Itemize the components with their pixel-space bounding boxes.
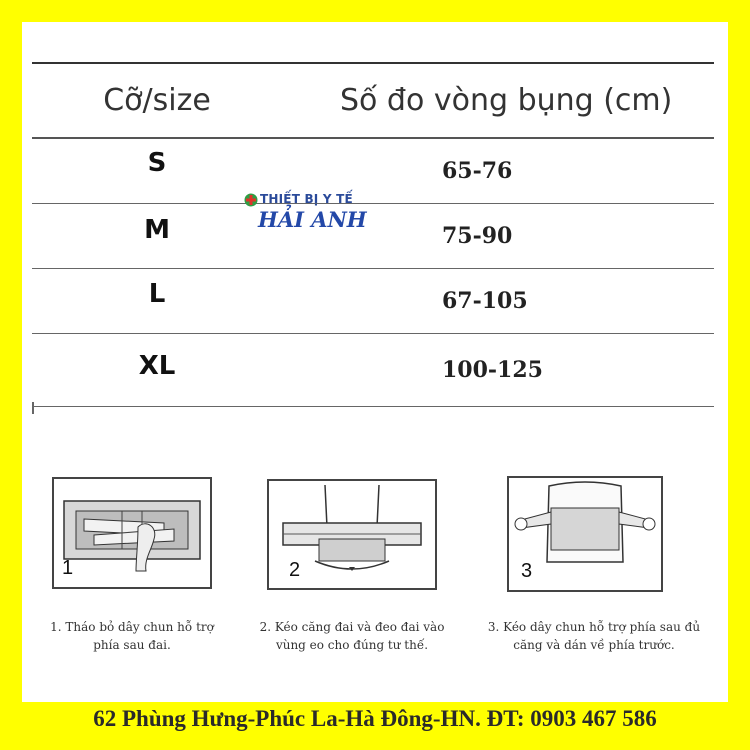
logo (244, 190, 424, 240)
step-2 (259, 479, 487, 652)
header-size: Cỡ/size (103, 83, 211, 118)
step-3 (487, 476, 727, 652)
step-1-frame (52, 477, 212, 589)
content-panel (22, 22, 728, 702)
measure-cell: 67-105 (442, 288, 528, 314)
step-2-frame (267, 479, 437, 590)
medical-cross-icon (244, 193, 258, 207)
table-row (32, 269, 714, 334)
table-row (32, 334, 714, 407)
logo-top-text: THIẾT BỊ Y TẾ (260, 192, 353, 206)
step-caption: 2. Kéo căng đai và đeo đai vào vùng eo cho đúng tư thế. (259, 620, 445, 652)
size-cell: XL (138, 351, 176, 381)
footer-address: 62 Phùng Hưng-Phúc La-Hà Đông-HN. ĐT: 0903 467 586 (93, 706, 657, 731)
measure-cell: 75-90 (442, 223, 513, 249)
step-3-frame (507, 476, 663, 592)
step-number: 1 (62, 557, 74, 579)
measure-cell: 65-76 (442, 158, 513, 184)
step-caption: 3. Kéo dây chun hỗ trợ phía sau đủ căng và dán về phía trước. (487, 620, 701, 652)
size-cell: M (144, 215, 170, 245)
step-number: 2 (289, 559, 301, 581)
table-divider (32, 402, 34, 414)
belt-unstrap-illustration-icon (54, 479, 210, 587)
size-cell: L (148, 279, 166, 309)
header-measure: Số đo vòng bụng (cm) (340, 83, 673, 118)
step-caption: 1. Tháo bỏ dây chun hỗ trợ phía sau đai. (50, 620, 214, 652)
size-cell: S (147, 148, 167, 178)
measure-cell: 100-125 (442, 357, 543, 383)
step-1 (50, 477, 252, 652)
table-header-row (32, 64, 714, 139)
step-number: 3 (521, 560, 533, 582)
logo-main-text: HẢI ANH (258, 207, 367, 232)
